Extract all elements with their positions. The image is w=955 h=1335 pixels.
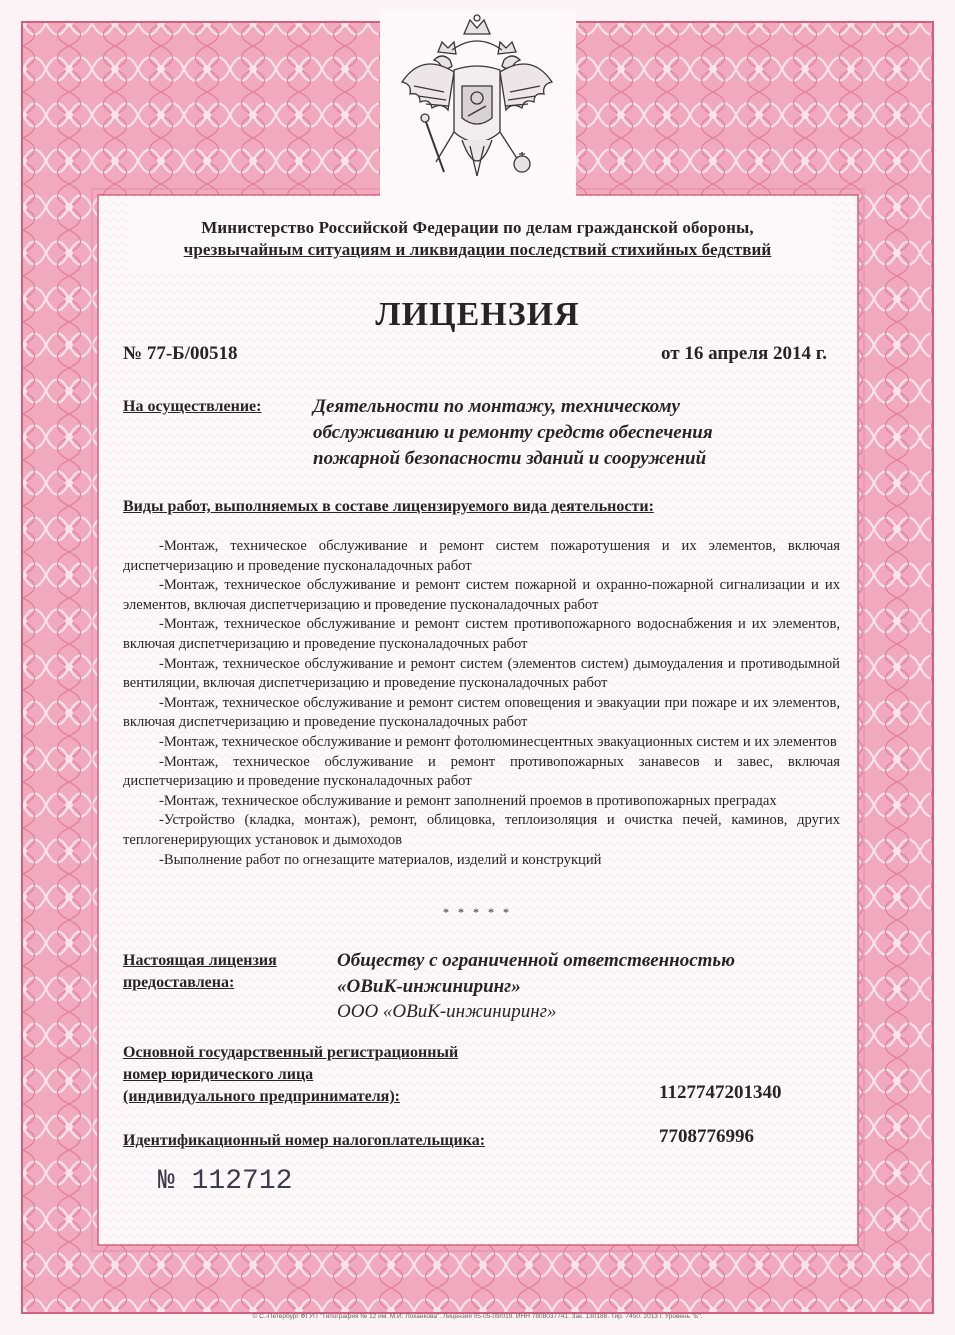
blank-serial-number: № 112712 xyxy=(158,1166,293,1197)
authority-line-2: чрезвычайным ситуациям и ликвидации последствий стихийных бедствий xyxy=(183,240,772,259)
ogrn-label-line-1: Основной государственный регистрационный xyxy=(123,1044,459,1061)
work-item: -Монтаж, техническое обслуживание и ремонт фотолюминесцентных эвакуационных систем и их элементов xyxy=(159,733,837,750)
work-item: -Монтаж, техническое обслуживание и ремонт противопожарных занавесов и завес, включая диспетчеризацию и проведение пусконаладочных работ xyxy=(123,753,840,790)
coat-of-arms-emblem xyxy=(392,12,562,192)
printer-imprint: © С.-Петербург ФГУП "Типография № 12 им. М.И. Лоханкова". Лицензия 05-05-09/019. ИНН 7808037741. Зак. 130188. Тир. 7450. 2013 г. Уровень "Б". xyxy=(252,1313,703,1320)
activity-line-1: Деятельности по монтажу, техническому xyxy=(313,396,680,417)
document-title: ЛИЦЕНЗИЯ xyxy=(375,296,580,333)
work-item: -Монтаж, техническое обслуживание и ремонт систем противопожарного водоснабжения и их элементов, включая диспетчеризацию и проведение пусконаладочных работ xyxy=(123,616,840,652)
grantee-name-line-1: Обществу с ограниченной ответственностью xyxy=(337,950,735,971)
ogrn-value: 1127747201340 xyxy=(659,1082,782,1103)
license-date: от 16 апреля 2014 г. xyxy=(661,343,827,364)
activity-label: На осуществление: xyxy=(123,398,262,415)
activity-line-2: обслуживанию и ремонту средств обеспечения xyxy=(313,422,713,443)
work-item: -Монтаж, техническое обслуживание и ремонт систем (элементов систем) дымоудаления и противодымной вентиляции, включая диспетчеризацию и проведение пусконаладочных работ xyxy=(123,655,840,692)
work-item: -Монтаж, техническое обслуживание и ремонт систем оповещения и эвакуации при пожаре и их элементов, включая диспетчеризацию и проведение пусконаладочных работ xyxy=(123,694,840,731)
works-list xyxy=(123,537,840,870)
grantee-label-line-1: Настоящая лицензия xyxy=(123,952,277,969)
work-item: -Монтаж, техническое обслуживание и ремонт систем пожарной и охранно-пожарной сигнализации и их элементов, включая диспетчеризацию и проведение пусконаладочных работ xyxy=(123,577,840,613)
work-item: -Монтаж, техническое обслуживание и ремонт систем пожаротушения и их элементов, включая диспетчеризацию и проведение пусконаладочных работ xyxy=(123,538,840,574)
authority-line-1: Министерство Российской Федерации по делам гражданской обороны, xyxy=(201,218,754,237)
inn-value: 7708776996 xyxy=(659,1126,754,1147)
grantee-label-line-2: предоставлена: xyxy=(123,974,235,991)
grantee-name-line-2: «ОВиК-инжиниринг» xyxy=(337,976,521,997)
inn-label: Идентификационный номер налогоплательщика: xyxy=(123,1132,486,1149)
grantee-short-name: ООО «ОВиК-инжиниринг» xyxy=(337,1001,557,1022)
work-item: -Выполнение работ по огнезащите материалов, изделий и конструкций xyxy=(159,851,602,868)
section-separator: * * * * * xyxy=(443,905,512,919)
license-number: № 77-Б/00518 xyxy=(123,343,238,364)
work-item: -Устройство (кладка, монтаж), ремонт, облицовка, теплоизоляция и очистка печей, каминов, других теплогенерирующих установок и дымоходов xyxy=(123,812,840,848)
ogrn-label-line-3: (индивидуального предпринимателя): xyxy=(123,1088,400,1105)
works-heading: Виды работ, выполняемых в составе лицензируемого вида деятельности: xyxy=(123,498,654,515)
activity-line-3: пожарной безопасности зданий и сооружений xyxy=(313,448,707,469)
ogrn-label-line-2: номер юридического лица xyxy=(123,1066,314,1083)
work-item: -Монтаж, техническое обслуживание и ремонт заполнений проемов в противопожарных преградах xyxy=(159,792,777,809)
